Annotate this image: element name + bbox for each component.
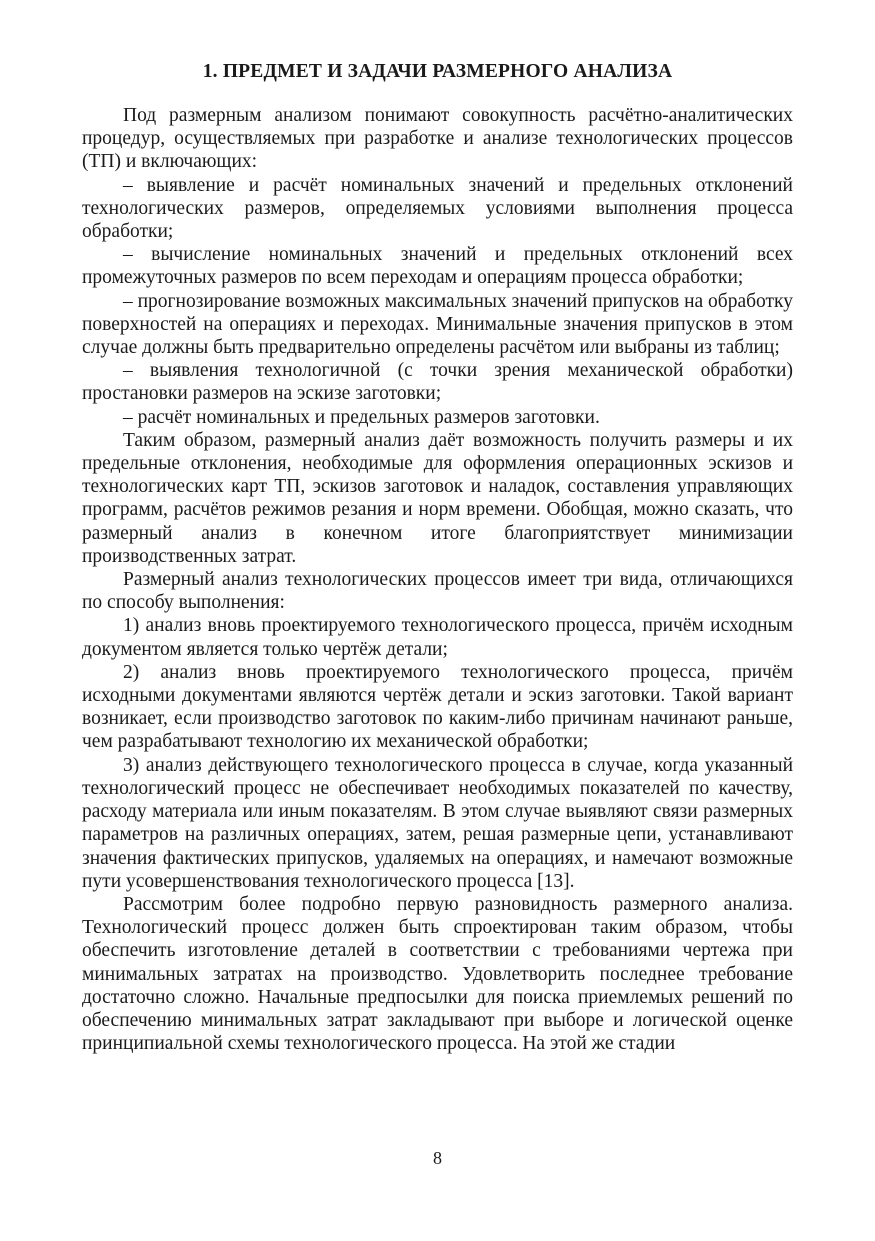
paragraph-intro: Под размерным анализом понимают совокупность расчётно-аналитических процедур, осуществляемых при разработке и анализе технологических процессов (ТП) и включающих: (82, 105, 793, 173)
list-item-3: – прогнозирование возможных максимальных значений припусков на обработку поверхностей на операциях и переходах. Минимальные значения припусков в этом случае должны быть предварительно определены расчётом или выбраны из таблиц; (82, 290, 793, 359)
list-item-4: – выявления технологичной (с точки зрения механической обработки) простановки размеров на эскизе заготовки; (82, 360, 793, 405)
numbered-item-3: 3) анализ действующего технологического процесса в случае, когда указанный технологический процесс не обеспечивает необходимых показателей по качеству, расходу материала или иным показателям. В этом случае выявляют связи размерных параметров на различных операциях, затем, решая размерные цепи, устанавливают значения фактических припусков, удаляемых на операциях, и намечают возможные пути усовершенствования технологического процесса [13]. (82, 754, 793, 892)
paragraph-detail: Рассмотрим более подробно первую разновидность размерного анализа. Технологический процесс должен быть спроектирован таким образом, чтобы обеспечить изготовление деталей в соответствии с требованиями чертежа при минимальных затратах на производство. Удовлетворить последнее требование достаточно сложно. Начальные предпосылки для поиска приемлемых решений по обеспечению минимальных затрат закладывают при выборе и логической оценке принципиальной схемы технологического процесса. На этой же стадии (82, 893, 793, 1055)
list-item-1: – выявление и расчёт номинальных значений и предельных отклонений технологических размеров, определяемых условиями выполнения процесса обработки; (82, 174, 793, 243)
body-text (82, 104, 793, 1055)
document-page (82, 60, 793, 1055)
list-item-5: – расчёт номинальных и предельных размеров заготовки. (123, 406, 600, 428)
paragraph-types-intro: Размерный анализ технологических процессов имеет три вида, отличающихся по способу выполнения: (82, 569, 793, 614)
page-title: 1. ПРЕДМЕТ И ЗАДАЧИ РАЗМЕРНОГО АНАЛИЗА (202, 61, 673, 82)
numbered-item-2: 2) анализ вновь проектируемого технологического процесса, причём исходными документами являются чертёж детали и эскиз заготовки. Такой вариант возникает, если производство заготовок по каким-либо причинам начинают раньше, чем разрабатывают технологию их механической обработки; (82, 661, 793, 753)
paragraph-summary: Таким образом, размерный анализ даёт возможность получить размеры и их предельные отклонения, необходимые для оформления операционных эскизов и технологических карт ТП, эскизов заготовок и наладок, составления управляющих программ, расчётов режимов резания и норм времени. Обобщая, можно сказать, что размерный анализ в конечном итоге благоприятствует минимизации производственных затрат. (82, 429, 793, 567)
numbered-item-1: 1) анализ вновь проектируемого технологического процесса, причём исходным документом является только чертёж детали; (82, 615, 793, 660)
list-item-2: – вычисление номинальных значений и предельных отклонений всех промежуточных размеров по всем переходам и операциям процесса обработки; (82, 244, 793, 289)
page-number: 8 (433, 1148, 442, 1168)
